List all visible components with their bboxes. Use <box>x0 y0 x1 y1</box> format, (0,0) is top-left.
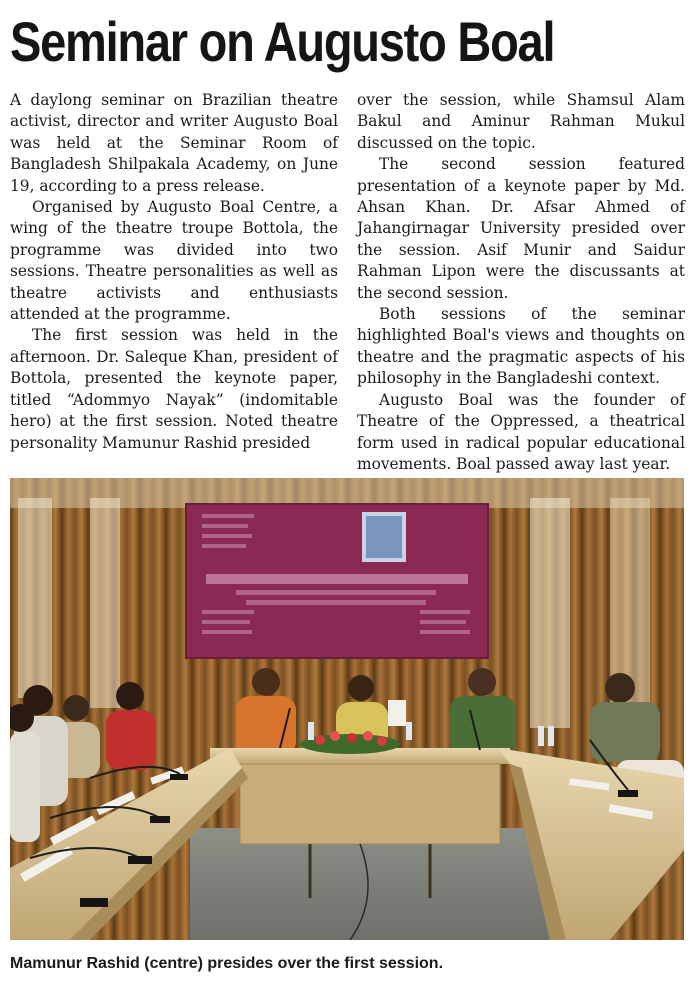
paragraph: Organised by Augusto Boal Centre, a wing of the theatre troupe Bottola, the programme was divided into two sessions. Theatre personalities as well as theatre activists and enthusiasts attended at the programme. <box>10 198 338 324</box>
article-column-left <box>10 90 338 454</box>
paragraph: Both sessions of the seminar highlighted Boal's views and thoughts on theatre and the pragmatic aspects of his philosophy in the Bangladeshi context. <box>357 305 685 388</box>
paragraph: A daylong seminar on Brazilian theatre activist, director and writer Augusto Boal was held at the Seminar Room of Bangladesh Shilpakala Academy, on June 19, according to a press release. <box>10 91 338 195</box>
headline: Seminar on Augusto Boal <box>10 10 555 73</box>
seminar-photo <box>10 478 684 940</box>
paragraph: The first session was held in the afternoon. Dr. Saleque Khan, president of Bottola, presented the keynote paper, titled “Adommyo Nayak” (indomitable hero) at the first session. Noted theatre personality Mamunur Rashid presided <box>10 326 338 452</box>
seminar-photo-illustration <box>10 478 684 940</box>
paragraph: over the session, while Shamsul Alam Bakul and Aminur Rahman Mukul discussed on the topic. <box>357 91 685 152</box>
paragraph: Augusto Boal was the founder of Theatre of the Oppressed, a theatrical form used in radical popular educational movements. Boal passed away last year. <box>357 390 685 473</box>
paragraph: The second session featured presentation of a keynote paper by Md. Ahsan Khan. Dr. Afsar Ahmed of Jahangirnagar University presided over the session. Asif Munir and Saidur Rahman Lipon were the discussants at the second session. <box>357 155 685 302</box>
photo-caption: Mamunur Rashid (centre) presides over the first session. <box>10 955 444 972</box>
article-column-right <box>357 90 685 475</box>
